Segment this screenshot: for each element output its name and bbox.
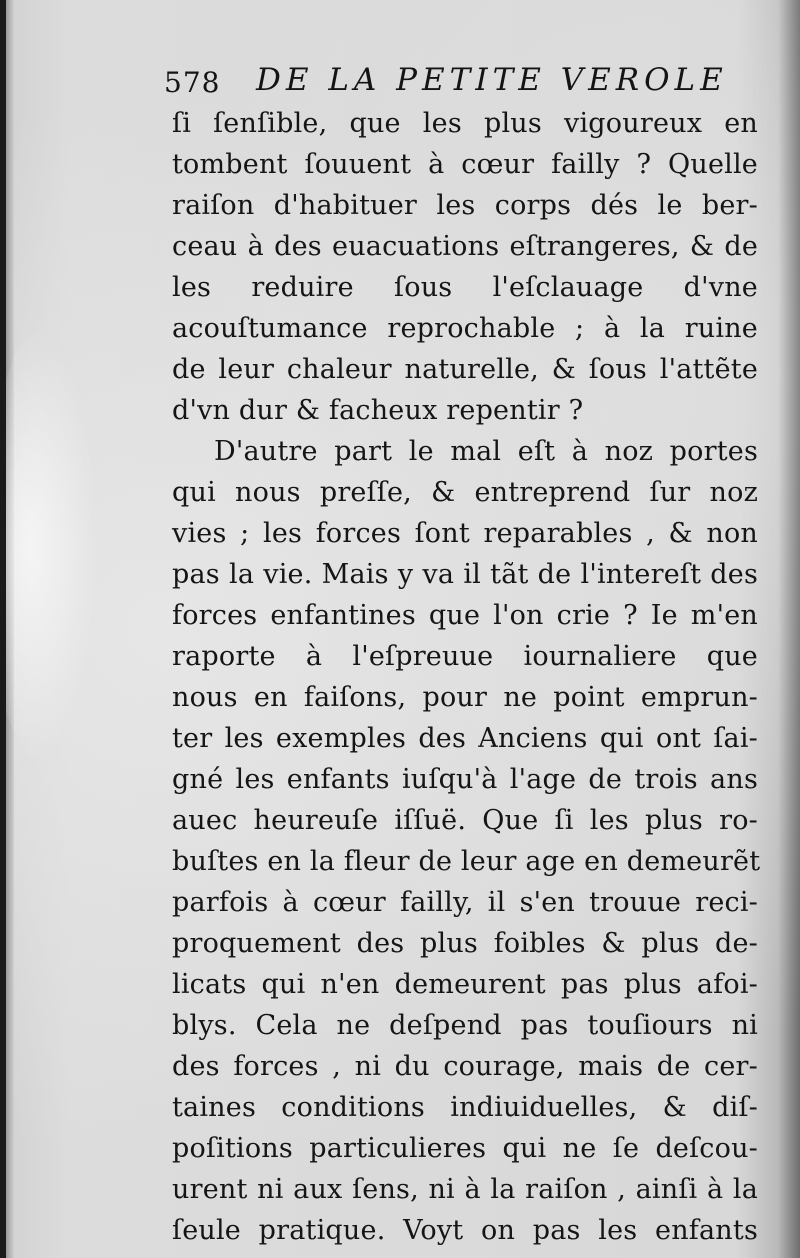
text-line: raiſon d'habituer les corps dés le ber-	[172, 190, 758, 221]
text-line: poſitions particulieres qui ne ſe deſcou-	[172, 1133, 758, 1164]
body-text	[172, 103, 761, 1251]
text-line: nous en faiſons, pour ne point emprun-	[172, 682, 758, 713]
text-line: ſeule pratique. Voyt on pas les enfants	[172, 1215, 758, 1246]
text-line: ceau à des euacuations eſtrangeres, & de	[172, 231, 758, 262]
text-line: taines conditions indiuiduelles, & diſ-	[172, 1092, 758, 1123]
text-line: raporte à l'eſpreuue iournaliere que	[172, 641, 758, 672]
text-line: proquement des plus foibles & plus de-	[172, 928, 758, 959]
page-number: 578	[164, 66, 221, 99]
text-line: les reduire ſous l'eſclauage d'vne	[172, 272, 758, 303]
running-title: DE LA PETITE VEROLE	[256, 62, 728, 98]
text-line: acouſtumance reprochable ; à la ruine	[172, 313, 758, 344]
text-line: forces enfantines que l'on crie ? Ie m'en	[172, 600, 758, 631]
text-line: urent ni aux ſens, ni à la raiſon , ainſi à la	[172, 1174, 758, 1205]
paper-stain	[6, 330, 96, 760]
text-line: des forces , ni du courage, mais de cer-	[172, 1051, 758, 1082]
text-line: ſi ſenſible, que les plus vigoureux en	[172, 108, 758, 139]
text-line: tombent ſouuent à cœur failly ? Quelle	[172, 149, 758, 180]
paragraph-first-line: D'autre part le mal eſt à noz portes	[214, 436, 758, 467]
text-line: d'vn dur & facheux repentir ?	[172, 395, 584, 426]
text-line: ter les exemples des Anciens qui ont ſai-	[172, 723, 758, 754]
text-line: buſtes en la fleur de leur age en demeurẽt	[172, 846, 761, 877]
text-line: parfois à cœur failly, il s'en trouue reci-	[172, 887, 758, 918]
text-line: blys. Cela ne deſpend pas touſiours ni	[172, 1010, 758, 1041]
text-line: auec heureuſe iſſuë. Que ſi les plus ro-	[172, 805, 758, 836]
text-line: licats qui n'en demeurent pas plus afoi-	[172, 969, 758, 1000]
page-header	[164, 60, 754, 100]
text-line: gné les enfants iuſqu'à l'age de trois ans	[172, 764, 758, 795]
text-line: de leur chaleur naturelle, & ſous l'attẽte	[172, 354, 758, 385]
text-line: pas la vie. Mais y va il tãt de l'intereſt des	[172, 559, 758, 590]
text-line: vies ; les forces ſont reparables , & non	[172, 518, 758, 549]
text-line: qui nous preſſe, & entreprend ſur noz	[172, 477, 758, 508]
page-fold-shadow	[778, 0, 800, 1258]
